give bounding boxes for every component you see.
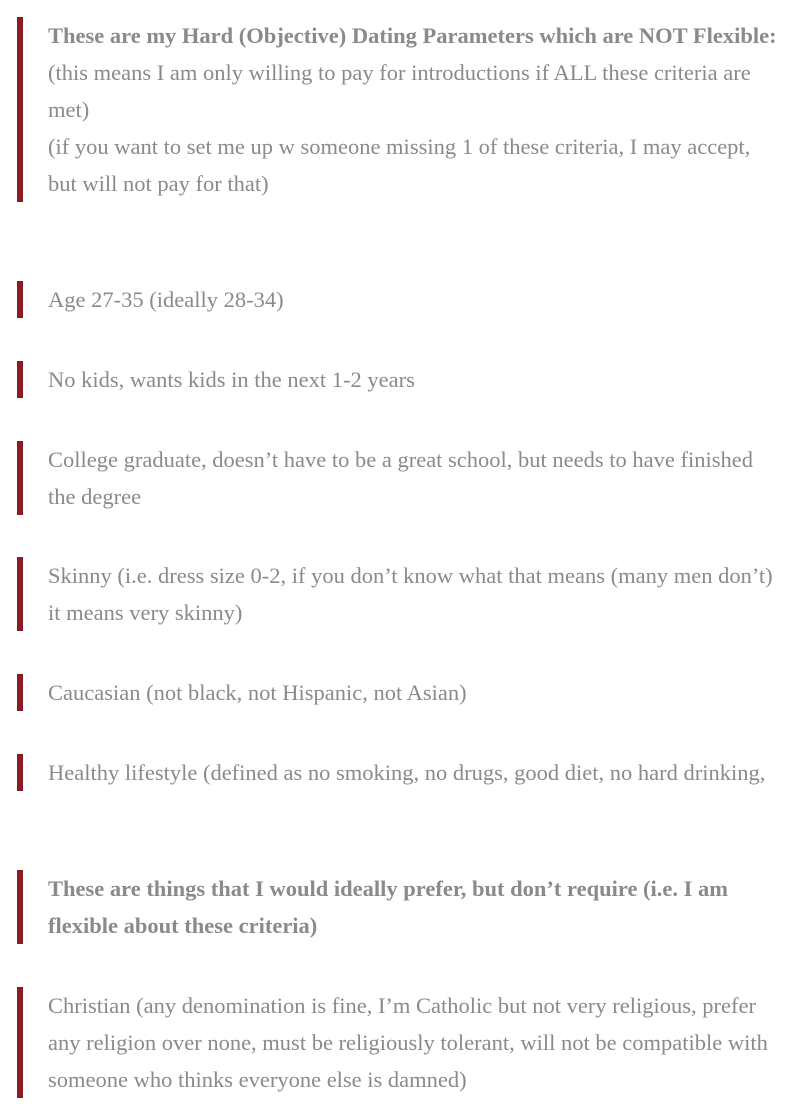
criterion-lifestyle: Healthy lifestyle (defined as no smoking, no drugs, good diet, no hard drinking, <box>48 760 766 785</box>
blockquote-body-type <box>17 557 777 631</box>
criterion-body-type: Skinny (i.e. dress size 0-2, if you don’t know what that means (many men don’t) it means very skinny) <box>48 563 773 625</box>
criterion-age: Age 27-35 (ideally 28-34) <box>48 287 284 312</box>
blockquote-flexible-heading <box>17 870 777 944</box>
flexible-criteria-heading: These are things that I would ideally prefer, but don’t require (i.e. I am flexible about these criteria) <box>48 876 729 938</box>
blockquote-religion <box>17 987 777 1098</box>
criterion-education: College graduate, doesn’t have to be a great school, but needs to have finished the degree <box>48 447 753 509</box>
criterion-ethnicity: Caucasian (not black, not Hispanic, not Asian) <box>48 680 467 705</box>
criterion-religion: Christian (any denomination is fine, I’m Catholic but not very religious, prefer any religion over none, must be religiously tolerant, will not be compatible with someone who thinks everyone else is damned) <box>48 993 768 1092</box>
blockquote-hard-parameters <box>17 17 777 202</box>
criterion-kids: No kids, wants kids in the next 1-2 years <box>48 367 415 392</box>
hard-parameters-note-pay: (this means I am only willing to pay for introductions if ALL these criteria are met) <box>48 60 751 122</box>
blockquote-ethnicity <box>17 674 777 711</box>
hard-parameters-note-exception: (if you want to set me up w someone missing 1 of these criteria, I may accept, but will not pay for that) <box>48 134 751 196</box>
blockquote-lifestyle <box>17 754 777 791</box>
blockquote-education <box>17 441 777 515</box>
hard-parameters-heading: These are my Hard (Objective) Dating Parameters which are NOT Flexible: <box>48 23 777 48</box>
blockquote-age <box>17 281 777 318</box>
blockquote-kids <box>17 361 777 398</box>
